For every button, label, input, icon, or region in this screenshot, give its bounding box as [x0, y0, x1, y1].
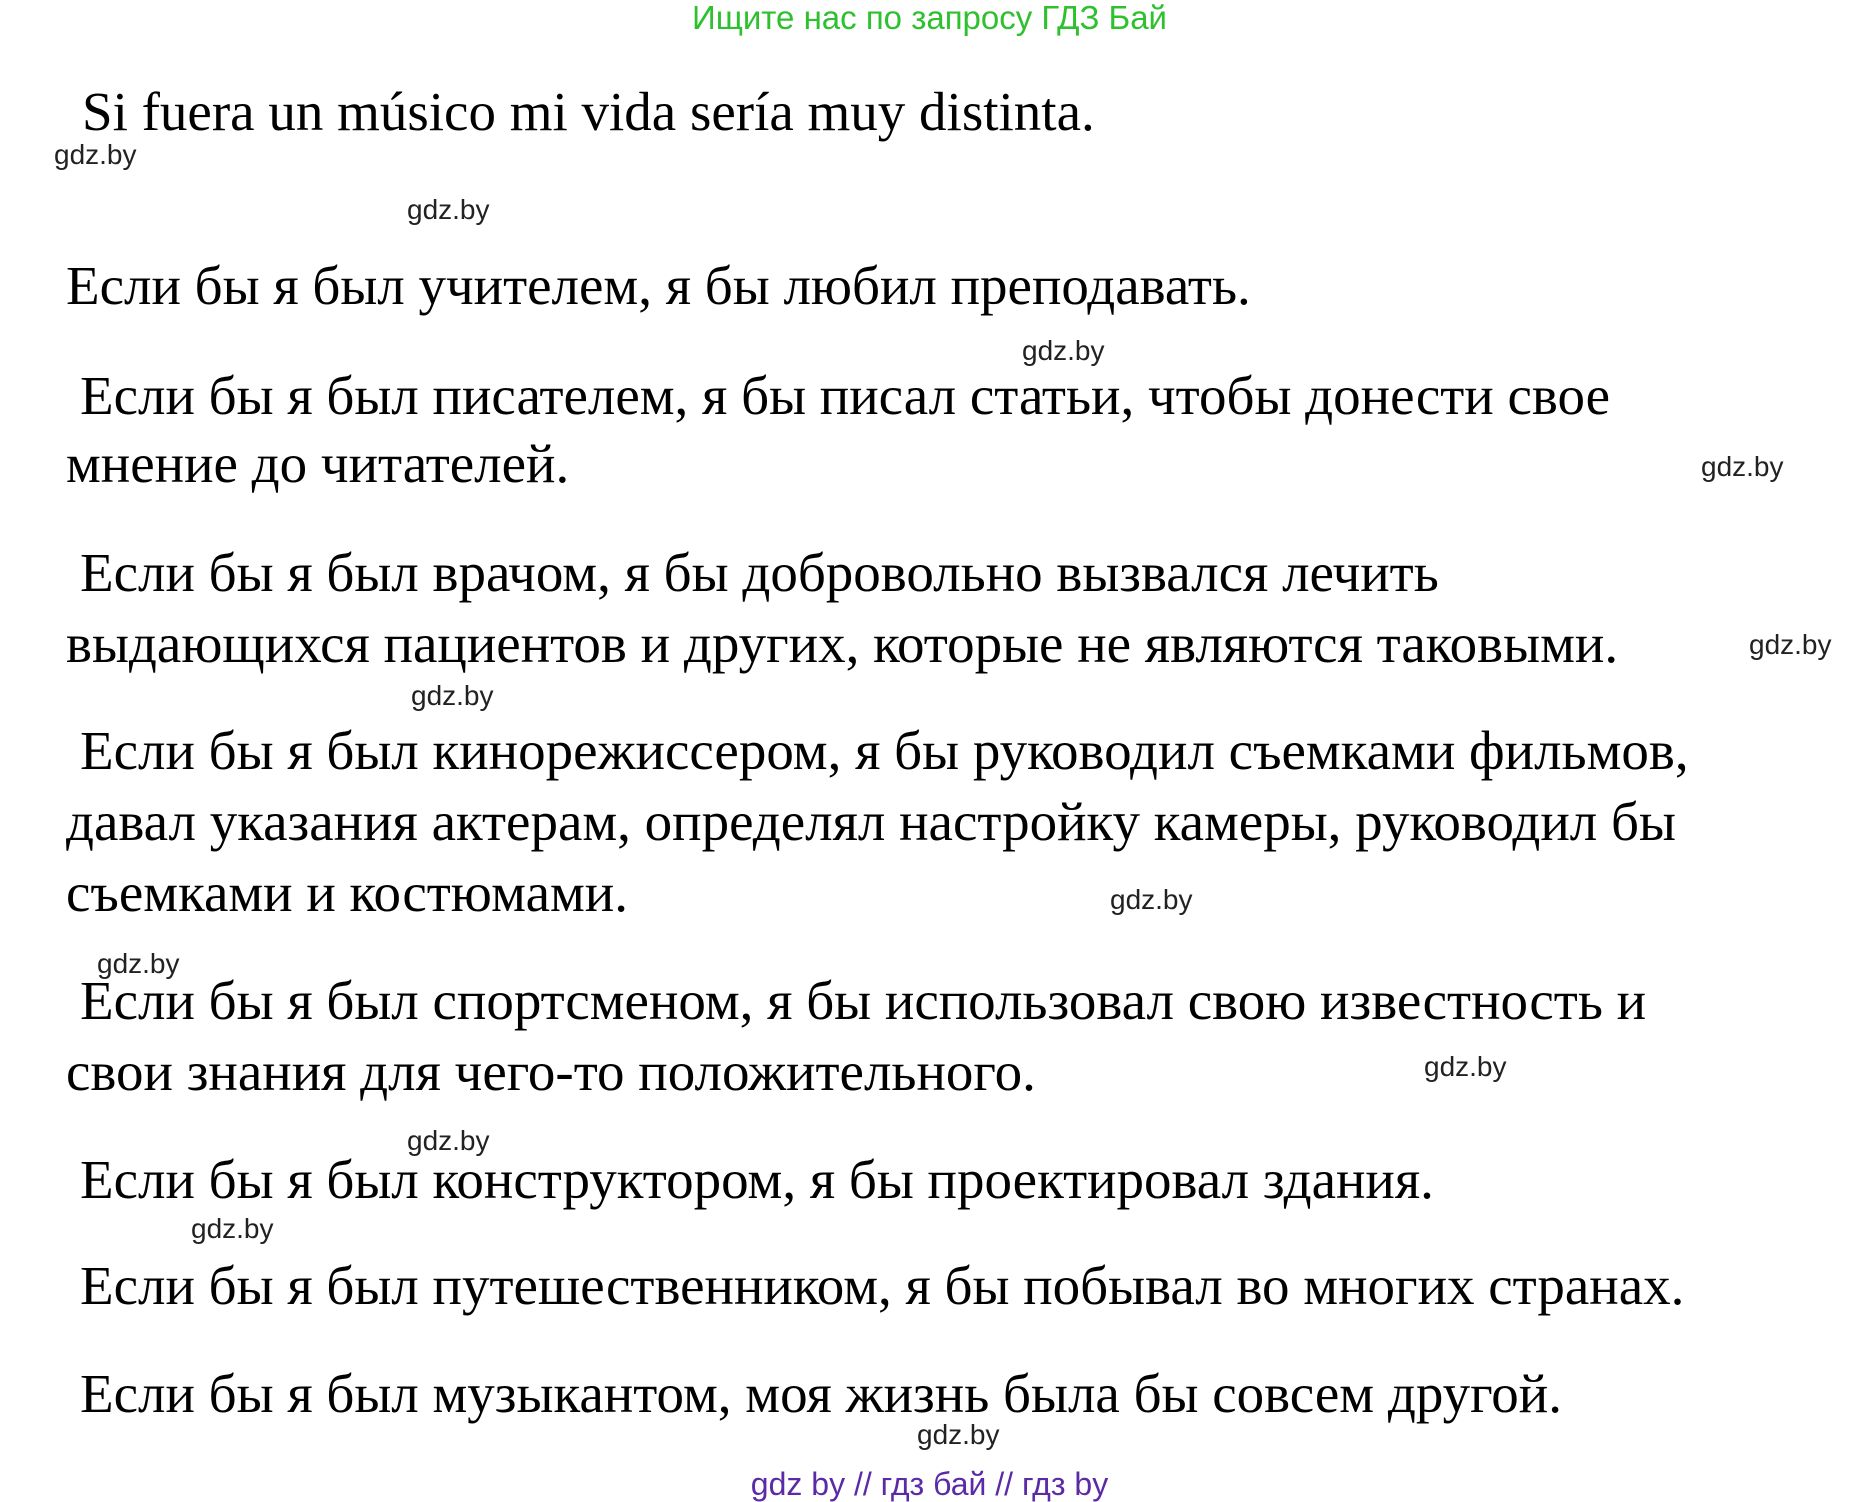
text-line: Если бы я был музыкантом, моя жизнь была бы совсем другой.	[80, 1363, 1562, 1424]
text-line: выдающихся пациентов и других, которые не являются таковыми.	[66, 613, 1619, 674]
text-line: давал указания актерам, определял настройку камеры, руководил бы	[66, 791, 1676, 852]
text-line: Si fuera un músico mi vida sería muy distinta.	[82, 81, 1095, 142]
watermark-text: gdz.by	[1110, 884, 1193, 915]
watermark-text: gdz.by	[1022, 335, 1105, 366]
watermark-text: gdz.by	[1701, 451, 1784, 482]
search-hint-banner[interactable]: Ищите нас по запросу ГДЗ Бай	[692, 0, 1167, 36]
watermark-text: gdz.by	[407, 1125, 490, 1156]
text-line: свои знания для чего-то положительного.	[66, 1041, 1036, 1102]
text-line: Если бы я был спортсменом, я бы использовал свою известность и	[80, 970, 1647, 1031]
watermark-text: gdz.by	[1424, 1051, 1507, 1082]
text-line: Если бы я был учителем, я бы любил преподавать.	[66, 255, 1251, 316]
watermark-text: gdz.by	[1749, 629, 1832, 660]
text-line: мнение до читателей.	[66, 433, 570, 494]
text-line: Если бы я был путешественником, я бы побывал во многих странах.	[80, 1255, 1685, 1316]
text-line: Если бы я был писателем, я бы писал статьи, чтобы донести свое	[80, 365, 1611, 426]
footer-links[interactable]: gdz by // гдз бай // гдз by	[750, 1466, 1109, 1502]
watermark-text: gdz.by	[411, 680, 494, 711]
watermark-text: gdz.by	[407, 194, 490, 225]
watermark-text: gdz.by	[54, 139, 137, 170]
watermark-text: gdz.by	[191, 1213, 274, 1244]
watermark-text: gdz.by	[917, 1419, 1000, 1450]
text-line: Если бы я был конструктором, я бы проектировал здания.	[80, 1149, 1434, 1210]
text-line: Если бы я был врачом, я бы добровольно вызвался лечить	[80, 542, 1439, 603]
text-line: съемками и костюмами.	[66, 862, 628, 923]
watermark-text: gdz.by	[97, 948, 180, 979]
text-line: Если бы я был кинорежиссером, я бы руководил съемками фильмов,	[80, 720, 1689, 781]
